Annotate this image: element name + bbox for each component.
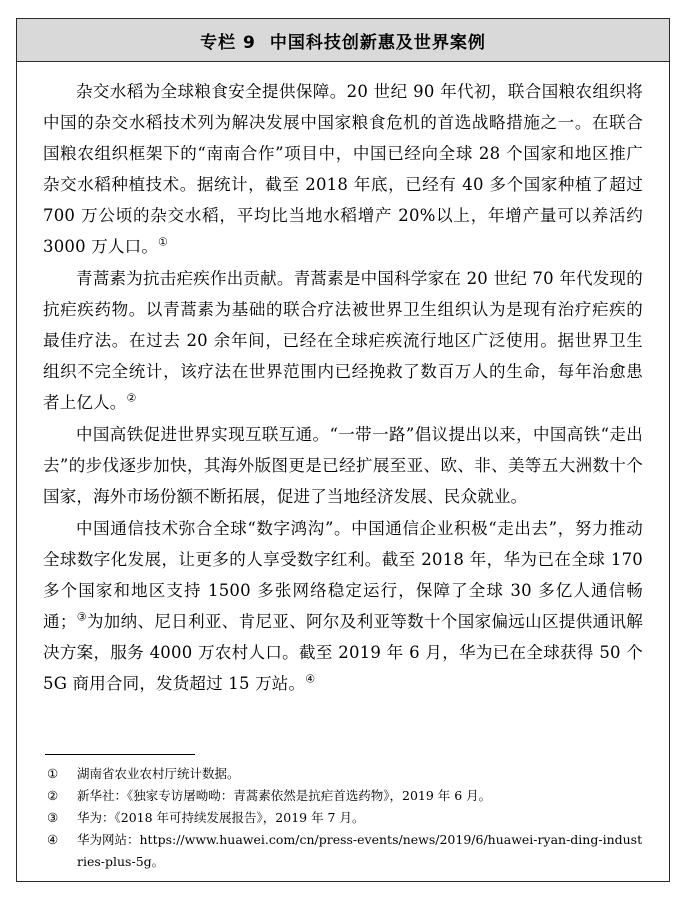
paragraph-4-tail: 为加纳、尼日利亚、肯尼亚、阿尔及利亚等数十个国家偏远山区提供通讯解决方案，服务 4000 万农村人口。截至 2019 年 6 月，华为已在全球获得 50 个 5G 商用合同，发货超过 15 万站。	[43, 612, 643, 693]
footnote-divider	[45, 754, 195, 755]
footnotes	[43, 748, 643, 873]
footnote-item	[47, 807, 643, 829]
footnote-ref-3: ③	[76, 610, 87, 624]
box-body	[17, 62, 669, 881]
footnote-mark: ①	[47, 766, 59, 781]
paragraph-1	[43, 76, 643, 262]
footnote-ref-1: ①	[158, 235, 169, 249]
paragraph-3-text: 中国高铁促进世界实现互联互通。“一带一路”倡议提出以来，中国高铁“走出去”的步伐逐步加快，其海外版图更是已经扩展至亚、欧、非、美等五大洲数十个国家，海外市场份额不断拓展，促进了当地经济发展、民众就业。	[43, 425, 643, 506]
footnote-ref-4: ④	[305, 672, 316, 686]
box-title-number: 专栏 9	[200, 33, 256, 53]
paragraph-4	[43, 513, 643, 699]
footnote-item	[47, 785, 643, 807]
feature-box	[16, 18, 670, 882]
footnote-item	[47, 829, 643, 873]
footnote-mark: ③	[47, 810, 59, 825]
footnote-text: 华为网站：https://www.huawei.com/cn/press-events/news/2019/6/huawei-ryan-ding-industries-plus-5g。	[77, 832, 643, 869]
paragraph-4-text: 中国通信技术弥合全球“数字鸿沟”。中国通信企业积极“走出去”，努力推动全球数字化发展，让更多的人享受数字红利。截至 2018 年，华为已在全球 170 多个国家和地区支持 1500 多张网络稳定运行，保障了全球 30 多亿人通信畅通；	[43, 519, 643, 631]
paragraph-1-text: 杂交水稻为全球粮食安全提供保障。20 世纪 90 年代初，联合国粮农组织将中国的杂交水稻技术列为解决发展中国家粮食危机的首选战略措施之一。在联合国粮农组织框架下的“南南合作”项目中，中国已经向全球 28 个国家和地区推广杂交水稻种植技术。据统计，截至 2018 年底，已经有 40 多个国家种植了超过 700 万公顷的杂交水稻，平均比当地水稻增产 20%以上，年增产量可以养活约 3000 万人口。	[43, 82, 643, 256]
box-title-text: 中国科技创新惠及世界案例	[269, 33, 486, 53]
footnote-item	[47, 763, 643, 785]
footnote-mark: ④	[47, 832, 59, 847]
paragraph-3	[43, 419, 643, 512]
paragraph-2-text: 青蒿素为抗击疟疾作出贡献。青蒿素是中国科学家在 20 世纪 70 年代发现的抗疟疾药物。以青蒿素为基础的联合疗法被世界卫生组织认为是现有治疗疟疾的最佳疗法。在过去 20 余年间，已经在全球疟疾流行地区广泛使用。据世界卫生组织不完全统计，该疗法在世界范围内已经挽救了数百万人的生命，每年治愈患者上亿人。	[43, 269, 643, 412]
footnote-text: 湖南省农业农村厅统计数据。	[77, 766, 240, 781]
footnote-mark: ②	[47, 788, 59, 803]
paragraph-2	[43, 263, 643, 418]
footnote-text: 新华社：《独家专访屠呦呦：青蒿素依然是抗疟首选药物》，2019 年 6 月。	[77, 788, 492, 803]
footnote-ref-2: ②	[126, 391, 137, 405]
footnote-text: 华为：《2018 年可持续发展报告》，2019 年 7 月。	[77, 810, 365, 825]
box-header	[17, 19, 669, 62]
